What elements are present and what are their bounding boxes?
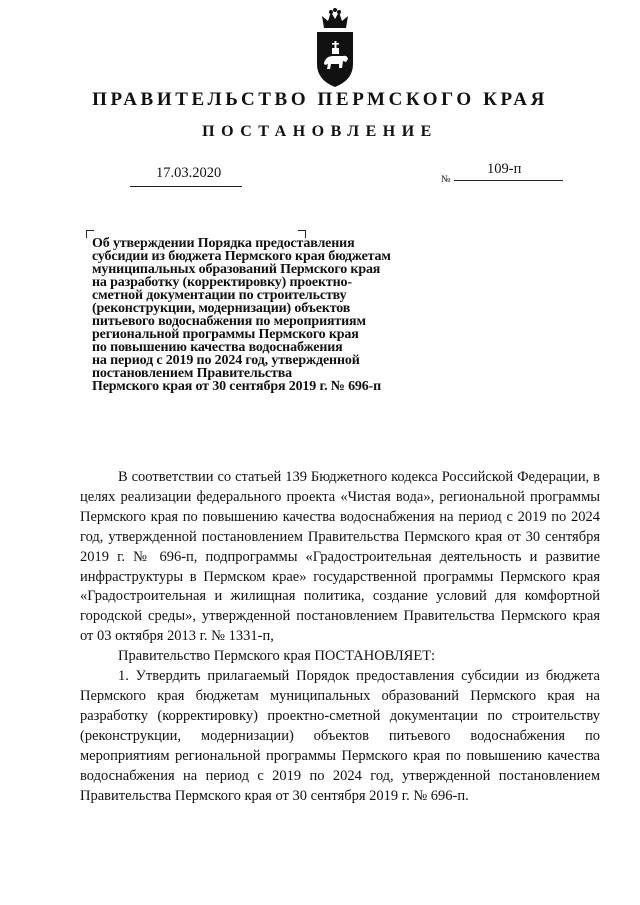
subject-line: постановлением Правительства [92,366,292,381]
document-body [80,468,600,806]
number-sign: № [441,174,451,185]
date-field [130,165,242,187]
subject-line: сметной документации по строительству [92,288,347,303]
subject-heading [92,237,442,393]
body-paragraph: Правительство Пермского края ПОСТАНОВЛЯЕТ: [118,648,436,665]
subject-line: региональной программы Пермского края [92,327,359,342]
body-paragraph: В соответствии со статьей 139 Бюджетного кодекса Российской Федерации, в целях реализации федерального проекта «Чистая вода», региональной программы Пермского края по повышению качества водоснабжения на период с 2019 по 2024 год, утвержденной постановлением Правительства Пермского края от 30 сентября 2019 г. № 696-п, подпрограммы «Градостроительная деятельность и развитие инфраструктуры в Пермском крае» государственной программы Пермского края «Градостроительная и жилищная политика, создание условий для комфортной городской среды», утвержденной постановлением Правительства Пермского края от 03 октября 2013 г. № 1331-п, [80,469,600,645]
subject-line: на разработку (корректировку) проектно- [92,275,352,290]
page-title: ПРАВИТЕЛЬСТВО ПЕРМСКОГО КРАЯ [92,89,548,110]
subject-line: субсидии из бюджета Пермского края бюджетам [92,249,391,264]
subject-line: муниципальных образований Пермского края [92,262,381,277]
subject-line: Об утверждении Порядка предоставления [92,236,355,251]
document-type: ПОСТАНОВЛЕНИЕ [202,123,438,140]
body-paragraph: 1. Утвердить прилагаемый Порядок предоставления субсидии из бюджета Пермского края бюджетам муниципальных образований Пермского края на разработку (корректировку) проектно-сметной документации по строительству (реконструкции, модернизации) объектов питьевого водоснабжения по мероприятиям региональной программы Пермского края по повышению качества водоснабжения на период с 2019 по 2024 год, утвержденной постановлением Правительства Пермского края от 30 сентября 2019 г. № 696-п. [80,668,600,804]
number-value: 109-п [487,161,522,177]
date-value: 17.03.2020 [156,165,222,181]
coat-of-arms-icon [313,8,357,90]
subject-line: по повышению качества водоснабжения [92,340,343,355]
subject-line: питьевого водоснабжения по мероприятиям [92,314,366,329]
number-field [454,161,563,181]
subject-line: Пермского края от 30 сентября 2019 г. № 696-п [92,379,382,394]
subject-line: (реконструкции, модернизации) объектов [92,301,351,316]
subject-line: на период с 2019 по 2024 год, утвержденной [92,353,360,368]
